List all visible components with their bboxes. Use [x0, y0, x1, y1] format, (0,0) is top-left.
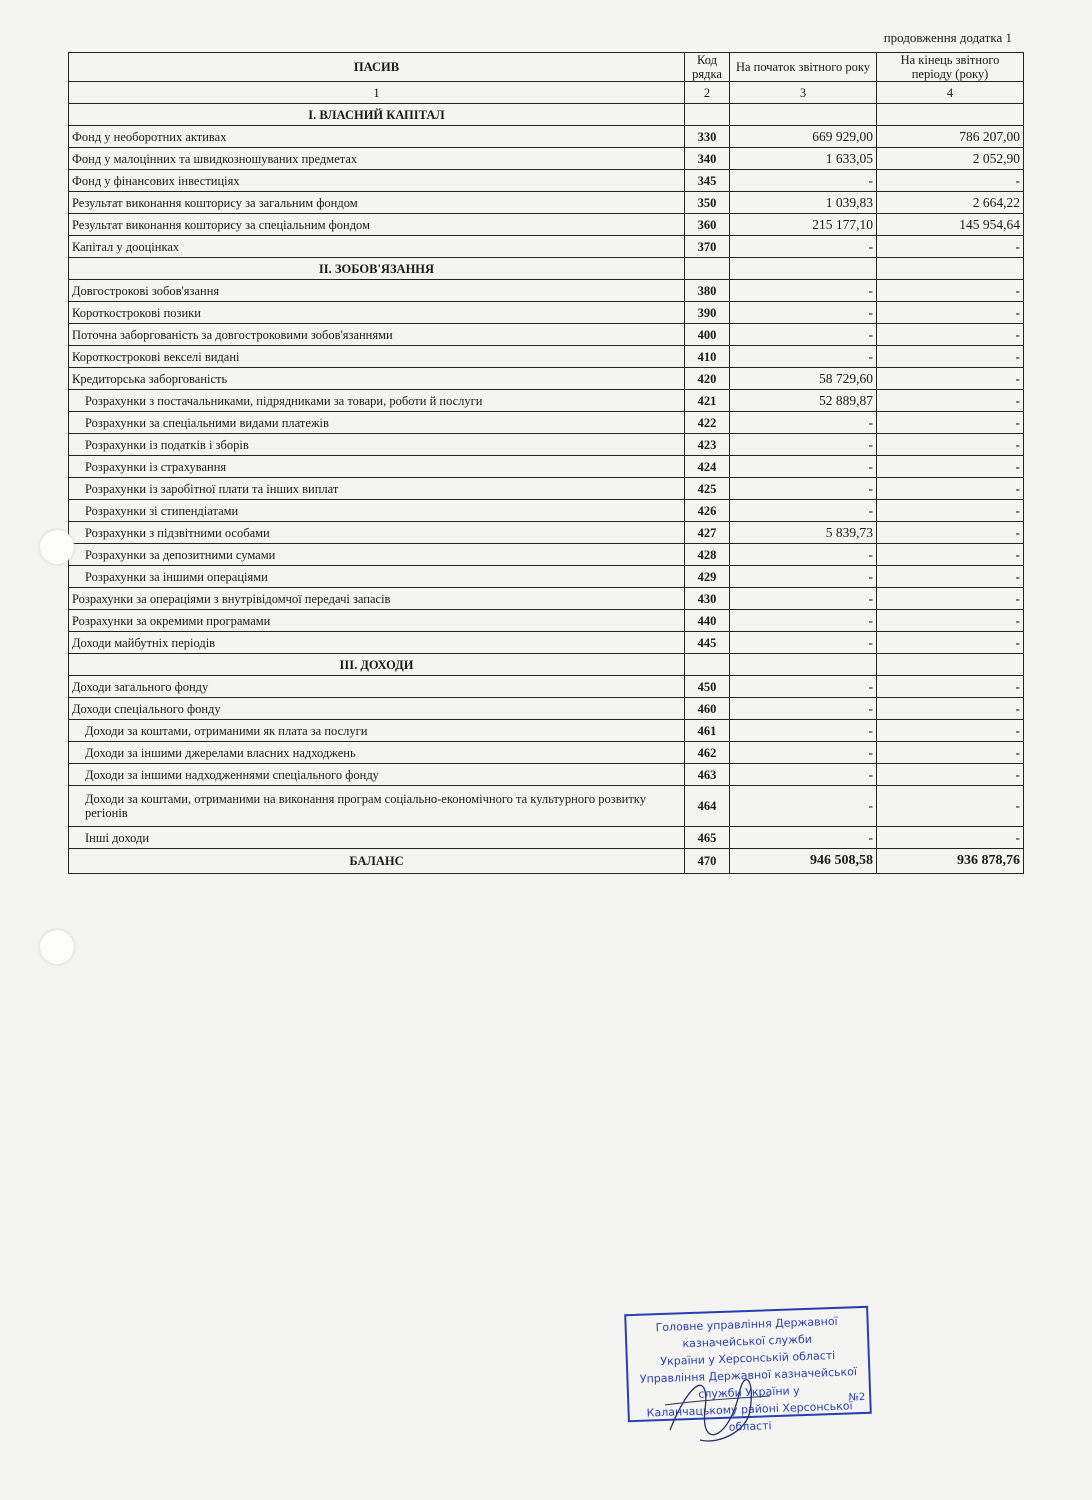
row-start-value: 946 508,58: [730, 849, 877, 874]
stamp-line-1: Головне управління Державної казначейської служби: [655, 1314, 838, 1351]
table-row: [69, 412, 1024, 434]
col-num-2: 2: [685, 82, 730, 104]
row-start-value: 52 889,87: [730, 390, 877, 412]
row-end-value: -: [877, 302, 1024, 324]
table-row: [69, 676, 1024, 698]
row-end-value: 2 052,90: [877, 148, 1024, 170]
row-code: 465: [685, 827, 730, 849]
stamp-line-2: України у Херсонській області: [660, 1348, 836, 1369]
row-label: Розрахунки з постачальниками, підрядниками за товари, роботи й послуги: [69, 390, 685, 412]
row-end-value: -: [877, 698, 1024, 720]
table-row: [69, 170, 1024, 192]
row-end-value: [877, 654, 1024, 676]
row-code: 429: [685, 566, 730, 588]
row-end-value: 936 878,76: [877, 849, 1024, 874]
row-end-value: -: [877, 170, 1024, 192]
row-start-value: -: [730, 478, 877, 500]
row-end-value: 145 954,64: [877, 214, 1024, 236]
row-start-value: -: [730, 676, 877, 698]
row-code: 463: [685, 764, 730, 786]
row-end-value: -: [877, 720, 1024, 742]
row-label: Розрахунки за окремими програмами: [69, 610, 685, 632]
table-row: [69, 827, 1024, 849]
row-end-value: -: [877, 610, 1024, 632]
row-end-value: -: [877, 280, 1024, 302]
row-end-value: -: [877, 368, 1024, 390]
row-start-value: -: [730, 280, 877, 302]
row-code: 410: [685, 346, 730, 368]
row-start-value: 58 729,60: [730, 368, 877, 390]
row-label: Розрахунки за іншими операціями: [69, 566, 685, 588]
row-start-value: -: [730, 346, 877, 368]
row-start-value: -: [730, 500, 877, 522]
row-label: Доходи за іншими джерелами власних надходжень: [69, 742, 685, 764]
row-code: 427: [685, 522, 730, 544]
row-label: ІІ. ЗОБОВ'ЯЗАННЯ: [69, 258, 685, 280]
row-code: [685, 654, 730, 676]
row-code: 445: [685, 632, 730, 654]
row-start-value: -: [730, 632, 877, 654]
row-end-value: -: [877, 500, 1024, 522]
table-row: [69, 588, 1024, 610]
table-row: [69, 500, 1024, 522]
row-code: 464: [685, 786, 730, 827]
row-start-value: -: [730, 456, 877, 478]
row-start-value: -: [730, 610, 877, 632]
table-row: [69, 214, 1024, 236]
row-start-value: -: [730, 764, 877, 786]
row-code: 421: [685, 390, 730, 412]
row-end-value: -: [877, 544, 1024, 566]
signature-icon: [660, 1360, 780, 1450]
row-end-value: -: [877, 390, 1024, 412]
row-end-value: -: [877, 434, 1024, 456]
row-end-value: -: [877, 786, 1024, 827]
header-pasyv: ПАСИВ: [69, 53, 685, 82]
row-label: Розрахунки із заробітної плати та інших виплат: [69, 478, 685, 500]
row-start-value: -: [730, 742, 877, 764]
table-row: [69, 522, 1024, 544]
row-code: 350: [685, 192, 730, 214]
row-start-value: 5 839,73: [730, 522, 877, 544]
row-start-value: -: [730, 544, 877, 566]
table-row: [69, 192, 1024, 214]
row-label: Доходи спеціального фонду: [69, 698, 685, 720]
row-label: Розрахунки за операціями з внутрівідомчої передачі запасів: [69, 588, 685, 610]
row-start-value: -: [730, 786, 877, 827]
row-label: Доходи за іншими надходженнями спеціального фонду: [69, 764, 685, 786]
section-row: [69, 654, 1024, 676]
row-code: 400: [685, 324, 730, 346]
table-row: [69, 698, 1024, 720]
table-row: [69, 610, 1024, 632]
stamp-line-3: Управління Державної казначейської служби України у: [639, 1365, 858, 1401]
row-code: 424: [685, 456, 730, 478]
row-code: [685, 104, 730, 126]
row-label: Розрахунки із страхування: [69, 456, 685, 478]
row-code: 461: [685, 720, 730, 742]
table-row: [69, 126, 1024, 148]
row-start-value: -: [730, 588, 877, 610]
row-start-value: -: [730, 434, 877, 456]
table-header-row: [69, 53, 1024, 82]
row-start-value: [730, 104, 877, 126]
row-end-value: -: [877, 236, 1024, 258]
row-end-value: -: [877, 478, 1024, 500]
row-code: 450: [685, 676, 730, 698]
row-end-value: -: [877, 522, 1024, 544]
row-start-value: 1 633,05: [730, 148, 877, 170]
col-num-1: 1: [69, 82, 685, 104]
section-row: [69, 104, 1024, 126]
table-row: [69, 148, 1024, 170]
row-code: 340: [685, 148, 730, 170]
row-label: Довгострокові зобов'язання: [69, 280, 685, 302]
row-code: 423: [685, 434, 730, 456]
row-label: Доходи майбутніх періодів: [69, 632, 685, 654]
row-end-value: -: [877, 324, 1024, 346]
table-row: [69, 720, 1024, 742]
col-num-3: 3: [730, 82, 877, 104]
continuation-note: продовження додатка 1: [883, 30, 1012, 45]
row-label: Поточна заборгованість за довгостроковими зобов'язаннями: [69, 324, 685, 346]
table-row: [69, 236, 1024, 258]
row-end-value: -: [877, 412, 1024, 434]
row-label: ІІІ. ДОХОДИ: [69, 654, 685, 676]
row-label: Результат виконання кошторису за загальним фондом: [69, 192, 685, 214]
row-code: 440: [685, 610, 730, 632]
row-end-value: -: [877, 742, 1024, 764]
row-label: Результат виконання кошторису за спеціальним фондом: [69, 214, 685, 236]
table-row: [69, 566, 1024, 588]
row-start-value: -: [730, 827, 877, 849]
row-start-value: 669 929,00: [730, 126, 877, 148]
stamp-number: №2: [848, 1391, 866, 1404]
row-code: 420: [685, 368, 730, 390]
row-end-value: -: [877, 764, 1024, 786]
row-end-value: 786 207,00: [877, 126, 1024, 148]
row-start-value: [730, 654, 877, 676]
row-end-value: [877, 104, 1024, 126]
row-label: Розрахунки із податків і зборів: [69, 434, 685, 456]
row-start-value: 215 177,10: [730, 214, 877, 236]
row-end-value: -: [877, 632, 1024, 654]
row-code: [685, 258, 730, 280]
table-row: [69, 478, 1024, 500]
table-row: [69, 346, 1024, 368]
row-end-value: -: [877, 346, 1024, 368]
header-start: На початок звітного року: [730, 53, 877, 82]
row-label: Доходи за коштами, отриманими на виконання програм соціально-економічного та культурного розвитку регіонів: [69, 786, 685, 827]
row-code: 425: [685, 478, 730, 500]
row-end-value: -: [877, 456, 1024, 478]
table-row: [69, 632, 1024, 654]
row-label: Доходи загального фонду: [69, 676, 685, 698]
row-start-value: -: [730, 236, 877, 258]
row-label: Фонд у малоцінних та швидкозношуваних предметах: [69, 148, 685, 170]
row-code: 430: [685, 588, 730, 610]
row-code: 428: [685, 544, 730, 566]
row-start-value: -: [730, 170, 877, 192]
table-row: [69, 742, 1024, 764]
row-code: 380: [685, 280, 730, 302]
table-row: [69, 324, 1024, 346]
balance-table: [68, 52, 1024, 874]
row-code: 426: [685, 500, 730, 522]
row-label: Короткострокові позики: [69, 302, 685, 324]
row-code: 360: [685, 214, 730, 236]
stamp-line-4: Каланчацькому районі Херсонської області: [646, 1399, 853, 1434]
row-label: Розрахунки зі стипендіатами: [69, 500, 685, 522]
row-end-value: -: [877, 676, 1024, 698]
row-code: 345: [685, 170, 730, 192]
table-row: [69, 434, 1024, 456]
row-label: Короткострокові векселі видані: [69, 346, 685, 368]
row-label: І. ВЛАСНИЙ КАПІТАЛ: [69, 104, 685, 126]
row-end-value: -: [877, 566, 1024, 588]
row-start-value: -: [730, 698, 877, 720]
row-code: 462: [685, 742, 730, 764]
row-code: 370: [685, 236, 730, 258]
row-start-value: 1 039,83: [730, 192, 877, 214]
row-label: Кредиторська заборгованість: [69, 368, 685, 390]
table-row: [69, 302, 1024, 324]
row-code: 460: [685, 698, 730, 720]
row-end-value: -: [877, 827, 1024, 849]
row-code: 330: [685, 126, 730, 148]
table-row: [69, 544, 1024, 566]
row-code: 422: [685, 412, 730, 434]
section-row: [69, 258, 1024, 280]
header-code: Код рядка: [685, 53, 730, 82]
punch-hole: [40, 530, 74, 564]
column-number-row: [69, 82, 1024, 104]
row-start-value: -: [730, 566, 877, 588]
row-start-value: -: [730, 302, 877, 324]
header-end: На кінець звітного періоду (року): [877, 53, 1024, 82]
table-row: [69, 280, 1024, 302]
row-end-value: [877, 258, 1024, 280]
row-start-value: [730, 258, 877, 280]
row-end-value: 2 664,22: [877, 192, 1024, 214]
row-label: Розрахунки за депозитними сумами: [69, 544, 685, 566]
row-label: Розрахунки за спеціальними видами платежів: [69, 412, 685, 434]
table-row: [69, 786, 1024, 827]
table-row: [69, 368, 1024, 390]
table-row: [69, 390, 1024, 412]
col-num-4: 4: [877, 82, 1024, 104]
balance-total-row: [69, 849, 1024, 874]
row-start-value: -: [730, 412, 877, 434]
table-row: [69, 456, 1024, 478]
row-code: 470: [685, 849, 730, 874]
row-code: 390: [685, 302, 730, 324]
table-row: [69, 764, 1024, 786]
row-label: БАЛАНС: [69, 849, 685, 874]
row-start-value: -: [730, 720, 877, 742]
row-end-value: -: [877, 588, 1024, 610]
row-label: Капітал у дооцінках: [69, 236, 685, 258]
row-label: Розрахунки з підзвітними особами: [69, 522, 685, 544]
row-label: Інші доходи: [69, 827, 685, 849]
punch-hole: [40, 930, 74, 964]
row-label: Фонд у фінансових інвестиціях: [69, 170, 685, 192]
row-label: Доходи за коштами, отриманими як плата за послуги: [69, 720, 685, 742]
row-label: Фонд у необоротних активах: [69, 126, 685, 148]
row-start-value: -: [730, 324, 877, 346]
table-body: [69, 104, 1024, 874]
